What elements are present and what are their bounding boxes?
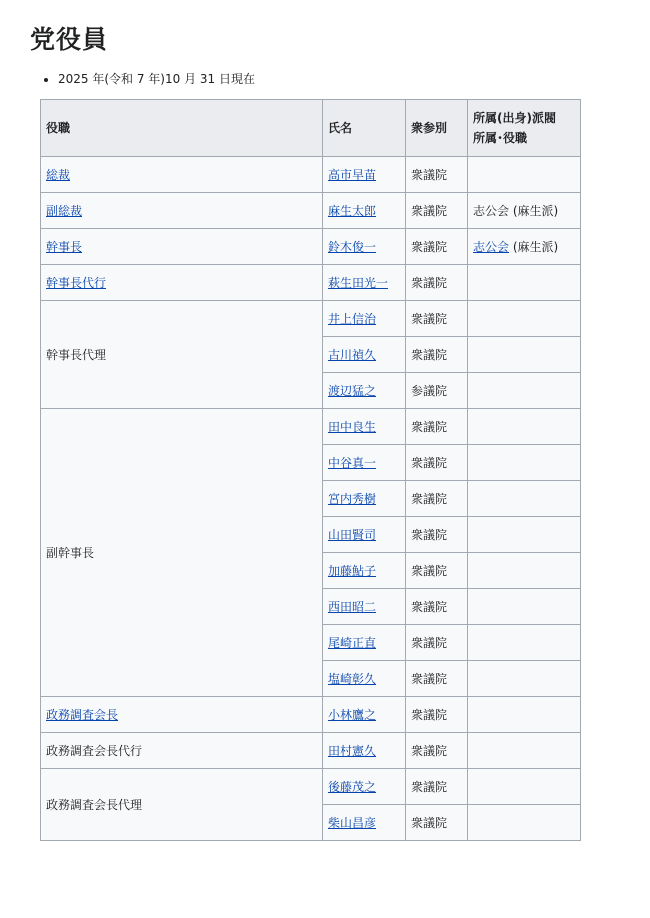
- role-cell: [41, 157, 323, 193]
- member-link[interactable]: 中谷真一: [328, 456, 377, 470]
- house-cell: 衆議院: [406, 481, 468, 517]
- name-cell: [323, 805, 406, 841]
- as-of-date: • 2025 年(令和 7 年)10 月 31 日現在: [58, 70, 630, 88]
- header-affiliation-line1: 所属(出身)派閥: [473, 111, 556, 125]
- affiliation-cell: [468, 229, 581, 265]
- table-row: [41, 301, 581, 337]
- name-cell: [323, 229, 406, 265]
- header-name: 氏名: [323, 100, 406, 157]
- affiliation-cell: [468, 625, 581, 661]
- table-header-row: [41, 100, 581, 157]
- member-link[interactable]: 柴山昌彦: [328, 816, 377, 830]
- member-link[interactable]: 加藤鮎子: [328, 564, 377, 578]
- member-link[interactable]: 麻生太郎: [328, 204, 377, 218]
- affiliation-cell: [468, 337, 581, 373]
- house-cell: 衆議院: [406, 697, 468, 733]
- as-of-list: [30, 70, 630, 88]
- page: [30, 22, 630, 830]
- house-cell: 衆議院: [406, 661, 468, 697]
- affiliation-cell: [468, 301, 581, 337]
- affiliation-cell: [468, 805, 581, 841]
- role-cell: 副幹事長: [41, 409, 323, 697]
- table-row: [41, 265, 581, 301]
- house-cell: 衆議院: [406, 157, 468, 193]
- affiliation-cell: [468, 769, 581, 805]
- role-cell: [41, 265, 323, 301]
- faction-suffix: (麻生派): [509, 240, 559, 254]
- member-link[interactable]: 高市早苗: [328, 168, 377, 182]
- member-link[interactable]: 萩生田光一: [328, 276, 389, 290]
- affiliation-cell: [468, 265, 581, 301]
- affiliation-cell: [468, 589, 581, 625]
- member-link[interactable]: 西田昭二: [328, 600, 377, 614]
- role-cell: [41, 193, 323, 229]
- member-link[interactable]: 田村憲久: [328, 744, 377, 758]
- header-role: 役職: [41, 100, 323, 157]
- house-cell: 衆議院: [406, 409, 468, 445]
- house-cell: 衆議院: [406, 553, 468, 589]
- affiliation-cell: [468, 517, 581, 553]
- role-link-secretary-general[interactable]: 幹事長: [46, 240, 83, 254]
- name-cell: [323, 733, 406, 769]
- role-link-president[interactable]: 総裁: [46, 168, 71, 182]
- name-cell: [323, 373, 406, 409]
- name-cell: [323, 661, 406, 697]
- role-link-acting-secretary-general[interactable]: 幹事長代行: [46, 276, 107, 290]
- name-cell: [323, 301, 406, 337]
- name-cell: [323, 697, 406, 733]
- header-affiliation: [468, 100, 581, 157]
- house-cell: 衆議院: [406, 265, 468, 301]
- name-cell: [323, 481, 406, 517]
- name-cell: [323, 265, 406, 301]
- member-link[interactable]: 山田賢司: [328, 528, 377, 542]
- role-cell: [41, 697, 323, 733]
- officers-table: [40, 99, 581, 841]
- table-row: [41, 697, 581, 733]
- name-cell: [323, 625, 406, 661]
- table-row: [41, 229, 581, 265]
- role-cell: 政務調査会長代理: [41, 769, 323, 841]
- table-row: [41, 733, 581, 769]
- house-cell: 衆議院: [406, 769, 468, 805]
- affiliation-cell: [468, 733, 581, 769]
- house-cell: 衆議院: [406, 733, 468, 769]
- header-affiliation-line2: 所属･役職: [473, 131, 528, 145]
- affiliation-cell: [468, 409, 581, 445]
- member-link[interactable]: 田中良生: [328, 420, 377, 434]
- role-cell: 幹事長代理: [41, 301, 323, 409]
- table-row: [41, 769, 581, 805]
- affiliation-cell: [468, 553, 581, 589]
- member-link[interactable]: 塩崎彰久: [328, 672, 377, 686]
- affiliation-cell: [468, 445, 581, 481]
- house-cell: 衆議院: [406, 805, 468, 841]
- role-cell: 政務調査会長代行: [41, 733, 323, 769]
- house-cell: 参議院: [406, 373, 468, 409]
- member-link[interactable]: 小林鷹之: [328, 708, 377, 722]
- name-cell: [323, 193, 406, 229]
- member-link[interactable]: 古川禎久: [328, 348, 377, 362]
- section-heading: 党役員: [30, 25, 109, 54]
- member-link[interactable]: 尾崎正直: [328, 636, 377, 650]
- role-link-policy-chair[interactable]: 政務調査会長: [46, 708, 119, 722]
- member-link[interactable]: 後藤茂之: [328, 780, 377, 794]
- house-cell: 衆議院: [406, 625, 468, 661]
- table-row: [41, 157, 581, 193]
- affiliation-cell: [468, 481, 581, 517]
- name-cell: [323, 553, 406, 589]
- name-cell: [323, 445, 406, 481]
- house-cell: 衆議院: [406, 337, 468, 373]
- role-link-vice-president[interactable]: 副総裁: [46, 204, 83, 218]
- affiliation-cell: [468, 157, 581, 193]
- house-cell: 衆議院: [406, 517, 468, 553]
- name-cell: [323, 517, 406, 553]
- table-row: [41, 193, 581, 229]
- affiliation-cell: 志公会 (麻生派): [468, 193, 581, 229]
- member-link[interactable]: 井上信治: [328, 312, 377, 326]
- house-cell: 衆議院: [406, 301, 468, 337]
- name-cell: [323, 589, 406, 625]
- house-cell: 衆議院: [406, 445, 468, 481]
- member-link[interactable]: 鈴木俊一: [328, 240, 377, 254]
- house-cell: 衆議院: [406, 193, 468, 229]
- affiliation-cell: [468, 661, 581, 697]
- name-cell: [323, 409, 406, 445]
- house-cell: 衆議院: [406, 229, 468, 265]
- name-cell: [323, 157, 406, 193]
- table-row: [41, 409, 581, 445]
- member-link[interactable]: 宮内秀樹: [328, 492, 377, 506]
- name-cell: [323, 337, 406, 373]
- house-cell: 衆議院: [406, 589, 468, 625]
- affiliation-cell: [468, 373, 581, 409]
- affiliation-cell: [468, 697, 581, 733]
- name-cell: [323, 769, 406, 805]
- member-link[interactable]: 渡辺猛之: [328, 384, 377, 398]
- role-cell: [41, 229, 323, 265]
- faction-link[interactable]: 志公会: [473, 240, 510, 254]
- header-house: 衆参別: [406, 100, 468, 157]
